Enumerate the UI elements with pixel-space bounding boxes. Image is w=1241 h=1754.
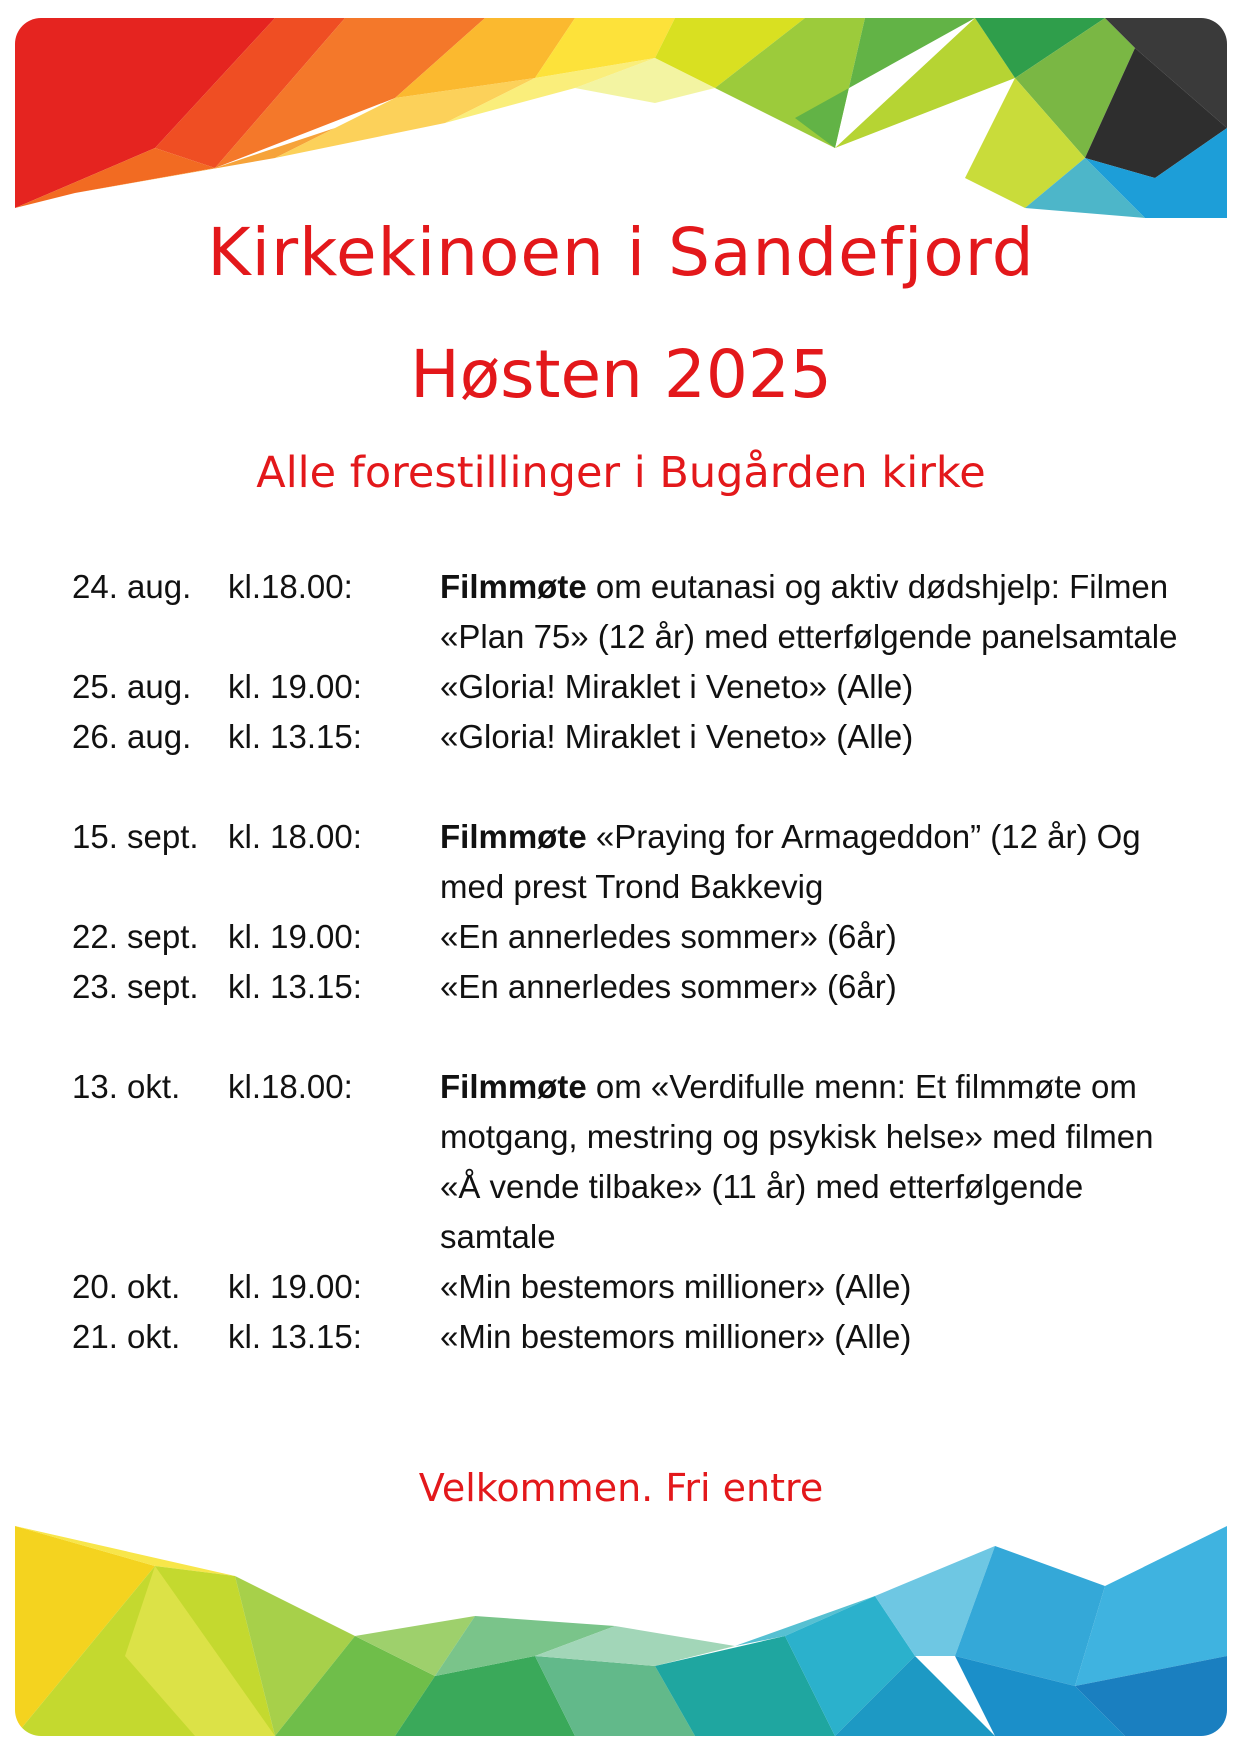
film-info: «Gloria! Miraklet i Veneto» (Alle) (440, 668, 914, 705)
screening-date: 20. okt. (72, 1268, 181, 1305)
screening-description (440, 562, 1200, 662)
screening-date: 25. aug. (72, 668, 192, 705)
top-color-banner (15, 18, 1227, 228)
schedule-row (72, 1262, 1202, 1312)
film-info: «En annerledes sommer» (6år) (440, 968, 897, 1005)
welcome-note: Velkommen. Fri entre (418, 1466, 824, 1510)
schedule-row (72, 662, 1202, 712)
screening-time: kl. 13.15: (228, 718, 362, 755)
screening-time: kl.18.00: (228, 568, 353, 605)
film-info: «Gloria! Miraklet i Veneto» (Alle) (440, 718, 914, 755)
screening-date: 13. okt. (72, 1068, 181, 1105)
film-info: «En annerledes sommer» (6år) (440, 918, 897, 955)
venue-subtitle: Alle forestillinger i Bugården kirke (256, 448, 986, 498)
screening-schedule (72, 562, 1202, 1362)
poster (15, 18, 1227, 1736)
screening-description (440, 662, 1200, 712)
screening-time: kl. 13.15: (228, 968, 362, 1005)
screening-description (440, 962, 1200, 1012)
film-info: om «Verdifulle menn: Et filmmøte om motgang, mestring og psykisk helse» med filmen «Å vende tilbake» (11 år) med etterfølgende samtale (440, 1068, 1154, 1255)
film-info: «Praying for Armageddon” (12 år) Og med prest Trond Bakkevig (440, 818, 1141, 905)
schedule-row (72, 962, 1202, 1012)
screening-description (440, 1312, 1200, 1362)
schedule-row (72, 562, 1202, 662)
bottom-color-banner (15, 1506, 1227, 1736)
screening-date: 15. sept. (72, 818, 199, 855)
screening-time: kl.18.00: (228, 1068, 353, 1105)
screening-description (440, 1062, 1200, 1262)
schedule-group-september (72, 812, 1202, 1012)
screening-date: 23. sept. (72, 968, 199, 1005)
event-type: Filmmøte (440, 568, 587, 605)
season-heading: Høsten 2025 (410, 336, 832, 413)
screening-description (440, 912, 1200, 962)
schedule-row (72, 912, 1202, 962)
schedule-group-october (72, 1062, 1202, 1362)
schedule-group-august (72, 562, 1202, 762)
poster-title: Kirkekinoen i Sandefjord (207, 214, 1035, 291)
schedule-row (72, 812, 1202, 912)
screening-time: kl. 19.00: (228, 1268, 362, 1305)
film-info: om eutanasi og aktiv dødshjelp: Filmen «Plan 75» (12 år) med etterfølgende panelsamtale (440, 568, 1178, 655)
screening-time: kl. 19.00: (228, 668, 362, 705)
schedule-row (72, 712, 1202, 762)
screening-time: kl. 13.15: (228, 1318, 362, 1355)
screening-description (440, 812, 1200, 912)
schedule-row (72, 1312, 1202, 1362)
film-info: «Min bestemors millioner» (Alle) (440, 1268, 912, 1305)
film-info: «Min bestemors millioner» (Alle) (440, 1318, 912, 1355)
screening-time: kl. 18.00: (228, 818, 362, 855)
screening-date: 24. aug. (72, 568, 192, 605)
schedule-row (72, 1062, 1202, 1262)
event-type: Filmmøte (440, 818, 587, 855)
event-type: Filmmøte (440, 1068, 587, 1105)
screening-date: 21. okt. (72, 1318, 181, 1355)
screening-description (440, 1262, 1200, 1312)
screening-date: 26. aug. (72, 718, 192, 755)
screening-date: 22. sept. (72, 918, 199, 955)
screening-description (440, 712, 1200, 762)
screening-time: kl. 19.00: (228, 918, 362, 955)
